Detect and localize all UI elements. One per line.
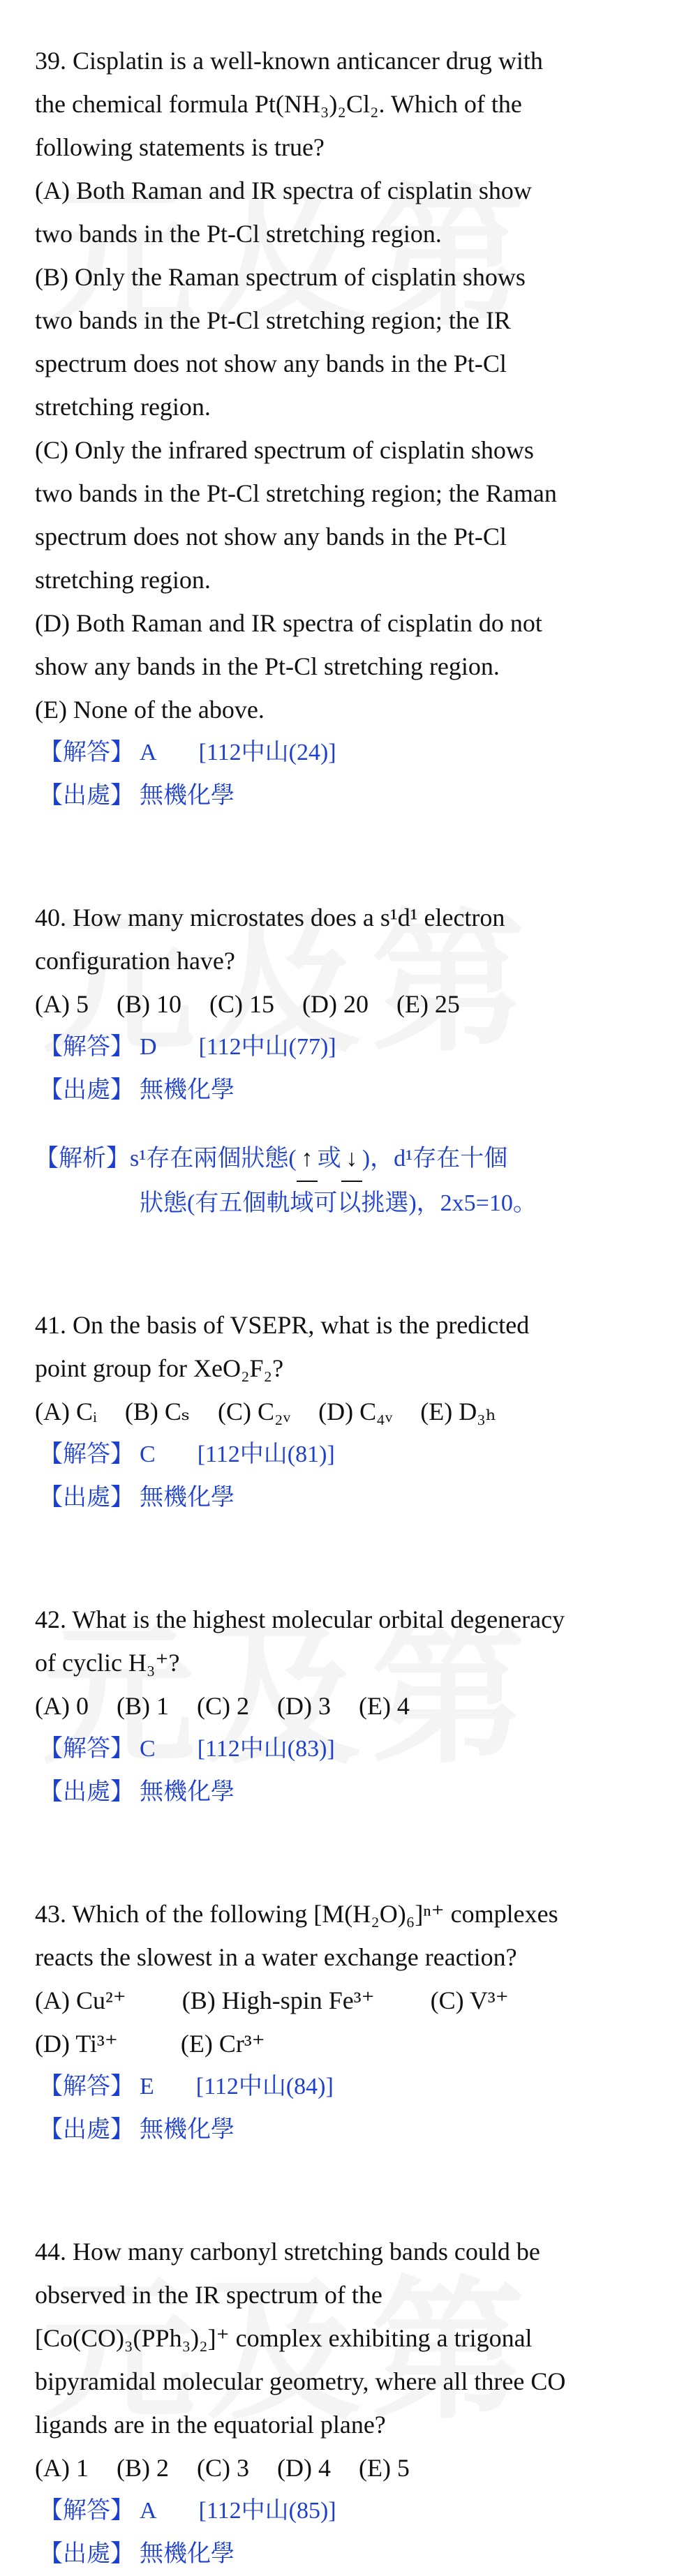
source-value: 無機化學 [140, 2541, 235, 2567]
source-value: 無機化學 [140, 1779, 235, 1805]
question-text-line: 44. How many carbonyl stretching bands could be [35, 2238, 540, 2266]
source-tag: 【出處】 [39, 1485, 134, 1511]
option-e-line: (E) None of the above. [35, 696, 265, 724]
question-text-line: configuration have? [35, 947, 235, 975]
source-tag: 【出處】 [39, 2117, 134, 2143]
source-value: 無機化學 [140, 2117, 235, 2143]
choice-e: (E) 4 [358, 1692, 410, 1720]
option-d-line: show any bands in the Pt-Cl stretching region. [35, 652, 500, 680]
question-text-line: the chemical formula Pt(NH₃)₂Cl₂. Which of the [35, 90, 522, 118]
option-c-line: (C) Only the infrared spectrum of cisplatin shows [35, 436, 534, 464]
option-c-line: spectrum does not show any bands in the Pt-Cl [35, 523, 507, 551]
answer-row [39, 2065, 593, 2109]
choice-a: (A) Cᵢ [35, 1398, 97, 1425]
question-text-line: ligands are in the equatorial plane? [35, 2411, 386, 2439]
option-a-line: two bands in the Pt-Cl stretching region. [35, 220, 442, 248]
question-44 [35, 2230, 593, 2576]
question-39 [35, 39, 593, 818]
question-text-line: point group for XeO₂F₂? [35, 1354, 284, 1382]
answer-value: A [140, 2498, 157, 2524]
source-row [39, 774, 593, 818]
analysis-text: 或 [317, 1146, 341, 1171]
option-a-line: (A) Both Raman and IR spectra of cisplatin show [35, 177, 532, 204]
source-row [39, 1476, 593, 1520]
answer-tag: 【解答】 [39, 2498, 134, 2524]
exam-reference: [112中山(81)] [197, 1441, 335, 1467]
source-row [39, 1771, 593, 1814]
answer-value: C [140, 1736, 156, 1762]
option-d-line: (D) Both Raman and IR spectra of cisplatin do not [35, 609, 542, 637]
choices-row [35, 1979, 593, 2022]
source-row [39, 2109, 593, 2152]
analysis-text: 狀態(有五個軌域可以挑選)，2x5=10。 [140, 1190, 537, 1216]
source-row [39, 2533, 593, 2576]
choice-c: (C) 2 [196, 1692, 249, 1720]
exam-reference: [112中山(83)] [197, 1736, 335, 1762]
spin-down-arrow-icon: ↓ [341, 1137, 362, 1182]
source-value: 無機化學 [140, 1485, 235, 1511]
spin-up-arrow-icon: ↑ [297, 1137, 318, 1182]
analysis-text: )，d¹存在十個 [362, 1146, 508, 1171]
source-tag: 【出處】 [39, 2541, 134, 2567]
analysis-tag: 【解析】 [35, 1146, 130, 1171]
option-b-line: two bands in the Pt-Cl stretching region; the IR [35, 306, 511, 334]
choices-row [35, 982, 593, 1026]
choice-c: (C) V³⁺ [430, 1986, 509, 2014]
choices-row [35, 1684, 593, 1728]
question-text-line: 42. What is the highest molecular orbital degeneracy [35, 1605, 565, 1633]
answer-value: C [140, 1441, 156, 1467]
choice-b: (B) 1 [116, 1692, 169, 1720]
source-value: 無機化學 [140, 783, 235, 809]
answer-tag: 【解答】 [39, 1034, 134, 1060]
option-b-line: spectrum does not show any bands in the Pt-Cl [35, 350, 507, 377]
choice-d: (D) 3 [276, 1692, 331, 1720]
answer-value: D [140, 1034, 157, 1060]
choice-a: (A) 5 [35, 990, 89, 1018]
source-value: 無機化學 [140, 1077, 235, 1103]
question-text-line: 39. Cisplatin is a well-known anticancer drug with [35, 47, 543, 75]
question-40 [35, 896, 593, 1225]
question-text-line: 43. Which of the following [M(H₂O)₆]ⁿ⁺ complexes [35, 1900, 558, 1928]
analysis-block [35, 1137, 593, 1225]
question-text-line: observed in the IR spectrum of the [35, 2281, 382, 2309]
choice-a: (A) 1 [35, 2454, 89, 2482]
choice-b: (B) Cₛ [124, 1398, 191, 1425]
answer-value: E [140, 2074, 154, 2099]
question-text-line: 41. On the basis of VSEPR, what is the predicted [35, 1311, 530, 1339]
option-c-line: stretching region. [35, 566, 211, 594]
answer-row [39, 1728, 593, 1771]
choice-c: (C) 15 [209, 990, 274, 1018]
choice-c: (C) 3 [196, 2454, 249, 2482]
choice-b: (B) High-spin Fe³⁺ [181, 1986, 375, 2014]
exam-reference: [112中山(85)] [198, 2498, 336, 2524]
choice-d: (D) Ti³⁺ [35, 2030, 118, 2058]
exam-reference: [112中山(84)] [195, 2074, 334, 2099]
choice-e: (E) 5 [358, 2454, 410, 2482]
question-text-line: 40. How many microstates does a s¹d¹ electron [35, 904, 505, 931]
question-43 [35, 1892, 593, 2152]
choice-c: (C) C₂ᵥ [218, 1398, 291, 1425]
analysis-text: s¹存在兩個狀態( [130, 1146, 297, 1171]
answer-tag: 【解答】 [39, 740, 134, 765]
question-text-line: reacts the slowest in a water exchange reaction? [35, 1943, 517, 1971]
option-c-line: two bands in the Pt-Cl stretching region; the Raman [35, 479, 557, 507]
choice-e: (E) 25 [396, 990, 460, 1018]
answer-tag: 【解答】 [39, 1736, 134, 1762]
choice-a: (A) 0 [35, 1692, 89, 1720]
source-row [39, 1069, 593, 1112]
choice-a: (A) Cu²⁺ [35, 1986, 126, 2014]
choice-d: (D) 4 [276, 2454, 331, 2482]
question-text-line: [Co(CO)₃(PPh₃)₂]⁺ complex exhibiting a trigonal [35, 2324, 533, 2352]
choice-e: (E) D₃ₕ [420, 1398, 497, 1425]
choices-row [35, 2446, 593, 2489]
answer-row [39, 2489, 593, 2533]
question-41 [35, 1303, 593, 1520]
question-text-line: bipyramidal molecular geometry, where all three CO [35, 2367, 566, 2395]
question-text-line: following statements is true? [35, 133, 325, 161]
answer-value: A [140, 740, 157, 765]
question-text-line: of cyclic H₃⁺? [35, 1649, 180, 1677]
exam-reference: [112中山(24)] [198, 740, 336, 765]
answer-tag: 【解答】 [39, 1441, 134, 1467]
answer-row [39, 731, 593, 774]
source-tag: 【出處】 [39, 1077, 134, 1103]
choice-d: (D) 20 [302, 990, 369, 1018]
exam-reference: [112中山(77)] [198, 1034, 336, 1060]
choice-b: (B) 2 [116, 2454, 169, 2482]
question-42 [35, 1598, 593, 1814]
source-tag: 【出處】 [39, 783, 134, 809]
option-b-line: stretching region. [35, 393, 211, 421]
answer-tag: 【解答】 [39, 2074, 134, 2099]
choices-row [35, 2022, 593, 2065]
choice-b: (B) 10 [116, 990, 181, 1018]
option-b-line: (B) Only the Raman spectrum of cisplatin shows [35, 263, 526, 291]
answer-row [39, 1433, 593, 1476]
choice-e: (E) Cr³⁺ [180, 2030, 265, 2058]
answer-row [39, 1026, 593, 1069]
source-tag: 【出處】 [39, 1779, 134, 1805]
choices-row [35, 1390, 593, 1433]
choice-d: (D) C₄ᵥ [318, 1398, 393, 1425]
